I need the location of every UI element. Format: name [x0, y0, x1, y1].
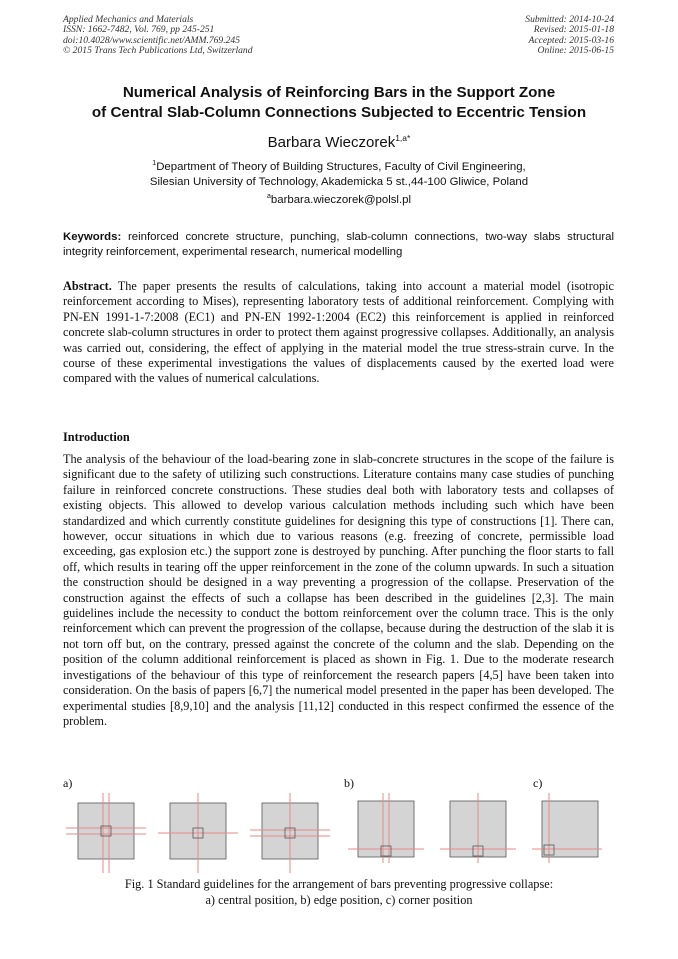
email-address: barbara.wieczorek@polsl.pl: [270, 193, 411, 206]
email: [40, 193, 638, 206]
author-sup: 1,a*: [395, 133, 411, 143]
issn: ISSN: 1662-7482, Vol. 769, pp 245-251: [63, 24, 215, 36]
figure-label-a: a): [63, 776, 73, 790]
figure-label-c: c): [533, 776, 543, 790]
affiliation: [40, 156, 638, 190]
accepted-date: Accepted: 2015-03-16: [528, 34, 614, 46]
online-date: Online: 2015-06-15: [537, 45, 614, 57]
caption-line-1: Fig. 1 Standard guidelines for the arrangement of bars preventing progressive collapse:: [124, 877, 554, 891]
author: [40, 133, 638, 151]
figure-a-3: [250, 793, 330, 873]
figure-a-2: [158, 793, 238, 873]
submitted-date: Submitted: 2014-10-24: [525, 14, 614, 25]
abstract-text: The paper presents the results of calculations, taking into account a material model (isotropic reinforcement according to Mises), representing laboratory tests of additional reinforcement. Complying with PN-EN 1991-1-7:2008 (EC1) and PN-EN 1992-1:2004 (EC2) this reinforcement is applied in reinforced concrete slab-column structures in order to protect them against progressive collapses. Additionally, an analysis was carried out, considering, the effect of applying in the material model the true stress-strain curve. In the course of these experimental investigations the values of displacements caused by the exerted load were compared with the values of numerical calculations.: [63, 279, 614, 386]
slab-outline: [78, 803, 134, 859]
slab-edge-diagram-1: [348, 793, 428, 873]
revised-date: Revised: 2015-01-18: [533, 24, 614, 36]
figure-b-2: [440, 793, 520, 873]
introduction-text: The analysis of the behaviour of the load-bearing zone in slab-concrete structures in the scope of the failure is significant due to the safety of utilizing such constructions. Literature contains many case studies of punching failure in reinforced concrete constructions. These studies deal both with laboratory tests and collapses of existing objects. This allowed to develop various calculation methods including such which have been standardized and which currently constitute guidelines for designing this type of constructions [1]. There can, however, occur situations in which due to various reasons (e.g. freezing of concrete, permissible load exceeding, gas explosion etc.) the support zone is destroyed by punching. After punching the floor starts to fall off, which results in tearing off the upper reinforcement in the zone of the column upwards. In such a situation the construction should be designed in a way preventing a progression of the collapse. Preservation of the construction against the effects of such a collapse has been described in the guidelines [2,3]. The main guidelines include the necessity to conduct the bottom reinforcement over the column trace. This is the only reinforcement which can prevent the progression of the collapse, because during the destruction of the slab it is not torn off but, on the contrary, pressed against the concrete of the column and the slab. Depending on the position of the column additional reinforcement is placed as shown in Fig. 1. Due to the moderate research investigations of the behaviour of this type of reinforcement the research papers [4,5] have been taken into consideration. On the basis of papers [6,7] the numerical model presented in the paper has been developed. The experimental studies [8,9,10] and the analysis [11,12] conducted in this respect confirmed the essence of the problem.: [63, 452, 614, 728]
slab-central-diagram-3: [250, 793, 330, 873]
abstract-label: Abstract.: [63, 279, 112, 293]
figure-caption: [40, 876, 638, 908]
copyright: © 2015 Trans Tech Publications Ltd, Switzerland: [63, 45, 253, 57]
paper-title: [40, 83, 638, 123]
email-sup: a: [267, 193, 271, 200]
keywords: [63, 230, 614, 260]
slab-corner-diagram: [532, 793, 612, 873]
doi: doi:10.4028/www.scientific.net/AMM.769.245: [63, 34, 241, 46]
slab-edge-diagram-2: [440, 793, 520, 873]
figure-c-1: [532, 793, 612, 873]
abstract: [63, 279, 614, 387]
title-line-1: Numerical Analysis of Reinforcing Bars in the Support Zone: [122, 84, 556, 101]
journal-name: Applied Mechanics and Materials: [63, 14, 194, 25]
affiliation-sup: 1: [152, 160, 157, 167]
figure-a-1: [66, 793, 146, 873]
journal-header: [63, 15, 253, 57]
dates-header: [525, 15, 614, 57]
keywords-text: reinforced concrete structure, punching, slab-column connections, two-way slabs structural integrity reinforcement, experimental research, numerical modelling: [63, 231, 614, 259]
introduction-heading: Introduction: [63, 430, 130, 444]
keywords-label: Keywords:: [63, 231, 122, 243]
affiliation-line-2: Silesian University of Technology, Akademicka 5 st.,44-100 Gliwice, Poland: [149, 175, 529, 188]
figure-label-b: b): [344, 776, 354, 790]
title-line-2: of Central Slab-Column Connections Subjected to Eccentric Tension: [91, 104, 587, 121]
author-name: Barbara Wieczorek: [267, 134, 396, 151]
caption-line-2: a) central position, b) edge position, c) corner position: [205, 893, 473, 907]
slab-central-diagram-2: [158, 793, 238, 873]
affiliation-line-1: Department of Theory of Building Structures, Faculty of Civil Engineering,: [156, 160, 526, 173]
slab-central-diagram-1: [66, 793, 146, 873]
figure-b-1: [348, 793, 428, 873]
